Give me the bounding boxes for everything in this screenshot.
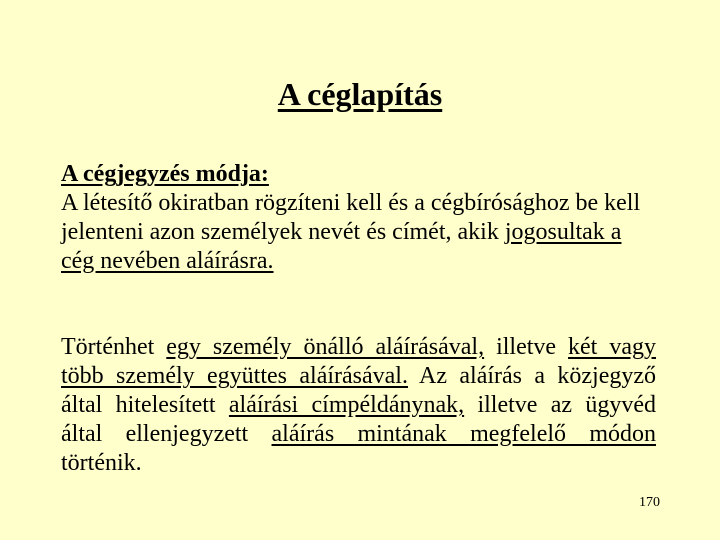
body-text: illetve — [484, 334, 569, 360]
body-text: Az aláírás a közjegyző által hitelesített — [61, 363, 657, 418]
section-registration-method — [61, 160, 656, 276]
slide-title: A céglapítás — [277, 76, 443, 112]
body-underlined-text: két vagy több személy együttes aláírásával. — [61, 334, 656, 389]
page-number: 170 — [639, 495, 660, 510]
body-underlined-text: jogosultak a cég nevében aláírásra. — [61, 219, 622, 274]
section-signature-methods — [61, 333, 656, 478]
body-text: A létesítő okiratban rögzíteni kell és a cégbírósághoz be kell jelenteni azon személyek nevét és címét, akik — [61, 190, 641, 245]
body-underlined-text: aláírási címpéldánynak, — [228, 392, 465, 418]
body-underlined-text: aláírás mintának megfelelő módon — [271, 421, 656, 447]
body-text: Történhet — [61, 334, 167, 360]
body-text: történik. — [61, 450, 142, 476]
section-body — [61, 189, 656, 276]
body-underlined-text: egy személy önálló aláírásával, — [166, 334, 485, 360]
body-text: illetve az ügyvéd által ellenjegyzett — [61, 392, 656, 447]
section-heading: A cégjegyzés módja: — [61, 161, 269, 187]
